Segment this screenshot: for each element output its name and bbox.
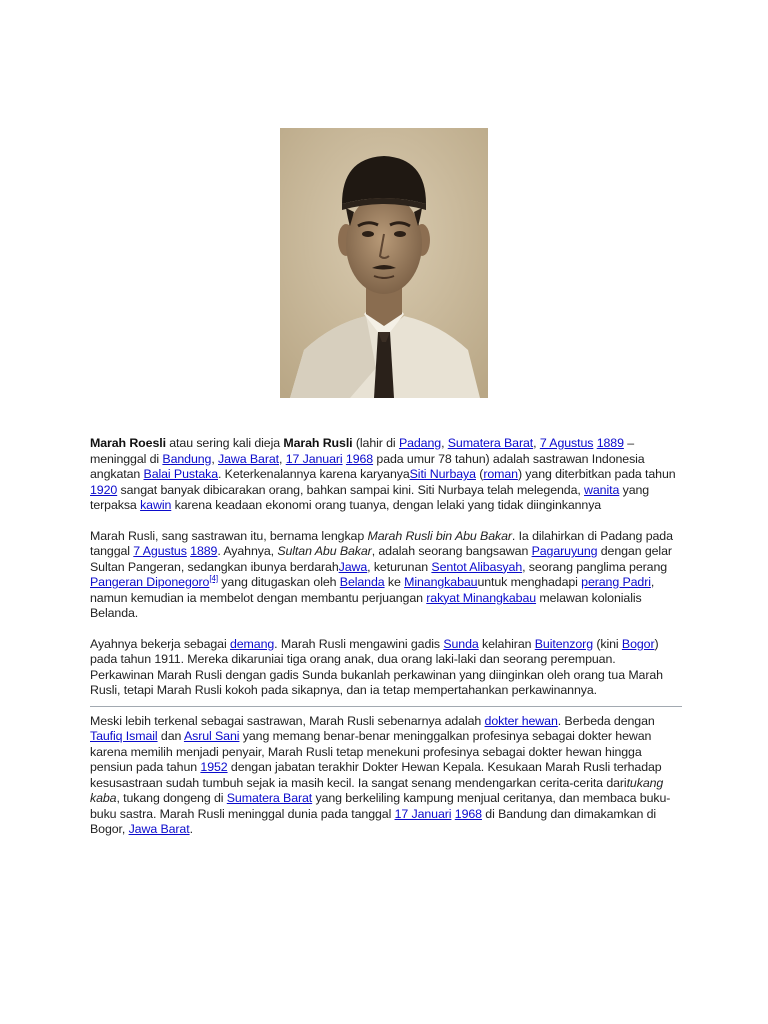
portrait-photo-icon: [280, 128, 488, 398]
link-1968[interactable]: 1968: [345, 451, 374, 466]
link-sunda[interactable]: Sunda: [443, 636, 479, 651]
text: Ayahnya bekerja sebagai: [90, 636, 230, 651]
link-1889[interactable]: 1889: [596, 436, 624, 450]
text: kelahiran: [478, 636, 535, 651]
bold-name-roesli: Marah Roesli: [90, 436, 166, 450]
text: ) yang diterbitkan pada tahun: [517, 467, 676, 481]
text: di Bandung dan dimakamkan di Bogor,: [90, 806, 657, 836]
text: dengan gelar Sultan Pangeran, sedangkan ibunya berdarah: [90, 544, 672, 574]
link-pangeran-diponegoro[interactable]: Pangeran Diponegoro: [90, 575, 210, 589]
link-jawa[interactable]: Jawa: [338, 559, 368, 574]
link-bogor[interactable]: Bogor: [621, 636, 655, 651]
text: untuk menghadapi: [477, 575, 582, 589]
text: yang berkeliling kampung menjual ceritanya, dan membaca buku-buku sastra. Marah Rusli meninggal dunia pada tanggal: [90, 791, 671, 821]
link-pagaruyung[interactable]: Pagaruyung: [531, 544, 598, 558]
link-padang[interactable]: Padang: [398, 436, 442, 450]
text: ,: [441, 436, 448, 450]
text: dengan jabatan terakhir Dokter Hewan Kepala. Kesukaan Marah Rusli terhadap kesusastraan sudah tumbuh sejak ia masih kecil. Ia sangat senang mendengarkan cerita-cerita dari: [90, 760, 662, 790]
text: karena keadaan ekonomi orang tuanya, dengan lelaki yang tidak diinginkannya: [171, 498, 602, 512]
link-rakyat-minangkabau[interactable]: rakyat Minangkabau: [426, 590, 537, 605]
link-wanita[interactable]: wanita: [584, 482, 620, 497]
link-belanda[interactable]: Belanda: [339, 575, 385, 589]
bold-name-rusli: Marah Rusli: [283, 436, 353, 450]
text: ke: [384, 575, 405, 589]
text: . Ayahnya,: [217, 544, 278, 558]
italic-full-name: Marah Rusli bin Abu Bakar: [367, 528, 512, 543]
text: dan: [157, 729, 184, 743]
link-sumatera-barat[interactable]: Sumatera Barat: [226, 791, 313, 805]
text: .: [189, 822, 193, 836]
text: . Ia dilahirkan di Padang pada tanggal: [90, 528, 673, 558]
link-7-agustus[interactable]: 7 Agustus: [539, 436, 594, 450]
italic-tukang-kaba: tukang kaba: [90, 775, 664, 805]
link-siti-nurbaya[interactable]: Siti Nurbaya: [409, 467, 476, 481]
link-1968[interactable]: 1968: [454, 806, 482, 821]
text: (lahir di: [352, 436, 399, 450]
text: (kini: [593, 636, 622, 651]
text: ,: [533, 436, 540, 450]
section-divider: [90, 706, 682, 707]
text: ) pada tahun 1911. Mereka dikaruniai tiga orang anak, dua orang laki-laki dan seorang perempuan. Perkawinan Marah Rusli dengan gadis Sunda bukanlah perkawinan yang diinginkan oleh orang tua Marah Rusli, tetapi Marah Rusli kokoh pada sikapnya, dan ia tetap mempertahankan perkawinannya.: [90, 636, 663, 697]
text: , seorang panglima perang: [522, 559, 668, 574]
link-17-januari[interactable]: 17 Januari: [394, 806, 452, 821]
paragraph-intro: [90, 436, 682, 514]
link-sentot-alibasyah[interactable]: Sentot Alibasyah: [431, 559, 523, 574]
link-asrul-sani[interactable]: Asrul Sani: [183, 729, 240, 743]
footnote-ref-4[interactable]: [4]: [209, 573, 218, 583]
text: (: [475, 467, 484, 481]
link-demang[interactable]: demang: [229, 636, 275, 651]
text: melawan kolonialis Belanda.: [90, 590, 642, 620]
text: yang ditugaskan oleh: [217, 575, 340, 589]
link-7-agustus[interactable]: 7 Agustus: [133, 544, 187, 558]
link-minangkabau[interactable]: Minangkabau: [404, 575, 478, 589]
text: . Keterkenalannya karena karyanya: [218, 467, 410, 481]
link-roman[interactable]: roman: [483, 467, 518, 481]
link-taufiq-ismail[interactable]: Taufiq Ismail: [90, 729, 158, 743]
paragraph-career: [90, 714, 682, 838]
text: – meninggal di: [90, 436, 635, 466]
text: ,: [211, 451, 219, 466]
text: sangat banyak dibicarakan orang, bahkan sampai kini. Siti Nurbaya telah melegenda,: [117, 482, 585, 497]
link-1952[interactable]: 1952: [200, 760, 228, 774]
link-bandung[interactable]: Bandung: [162, 451, 212, 466]
paragraph-family: [90, 529, 682, 622]
text: , keturunan: [367, 559, 432, 574]
link-jawa-barat[interactable]: Jawa Barat: [128, 822, 190, 836]
text: atau sering kali dieja: [165, 436, 284, 450]
text: . Berbeda dengan: [557, 713, 655, 728]
link-jawa-barat[interactable]: Jawa Barat: [218, 451, 279, 466]
text: yang memang benar-benar meninggalkan profesinya sebagai dokter hewan karena memilih menjadi penyair, Marah Rusli tetap menekuni profesinya sebagai dokter hewan hingga pensiun pada tahun: [90, 729, 652, 774]
text: , adalah seorang bangsawan: [371, 544, 532, 558]
text: ,: [279, 451, 286, 466]
link-dokter-hewan[interactable]: dokter hewan: [484, 713, 558, 728]
text: yang terpaksa: [90, 482, 650, 512]
text: pada umur 78 tahun) adalah sastrawan Indonesia angkatan: [90, 451, 645, 481]
link-17-januari[interactable]: 17 Januari: [285, 451, 343, 466]
link-1920[interactable]: 1920: [90, 482, 118, 497]
link-1889[interactable]: 1889: [190, 544, 218, 558]
link-buitenzorg[interactable]: Buitenzorg: [534, 636, 593, 651]
link-perang-padri[interactable]: perang Padri: [581, 575, 651, 589]
link-kawin[interactable]: kawin: [140, 498, 172, 512]
text: . Marah Rusli mengawini gadis: [274, 636, 444, 651]
link-balai-pustaka[interactable]: Balai Pustaka: [143, 467, 218, 481]
article-body: [90, 436, 682, 838]
text: , tukang dongeng di: [116, 791, 227, 805]
text: Marah Rusli, sang sastrawan itu, bernama lengkap: [90, 528, 368, 543]
link-sumatera-barat[interactable]: Sumatera Barat: [447, 436, 534, 450]
portrait-photo: [280, 128, 488, 398]
italic-father-name: Sultan Abu Bakar: [277, 544, 372, 558]
text: Meski lebih terkenal sebagai sastrawan, Marah Rusli sebenarnya adalah: [90, 713, 485, 728]
paragraph-marriage: [90, 637, 682, 699]
text: , namun kemudian ia membelot dengan membantu perjuangan: [90, 575, 655, 605]
